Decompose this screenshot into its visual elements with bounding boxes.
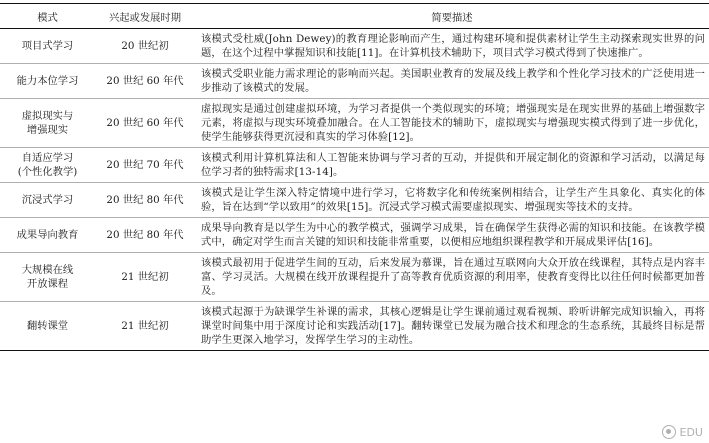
cell-period: 20 世纪初 [95, 29, 195, 64]
cell-mode: 能力本位学习 [0, 64, 95, 99]
circle-logo-icon [662, 425, 676, 439]
table-row [0, 148, 709, 183]
table-row [0, 64, 709, 99]
watermark-text: EDU [679, 425, 703, 439]
cell-period: 21 世纪初 [95, 253, 195, 302]
cell-description: 该模式起源于为缺课学生补课的需求，其核心逻辑是让学生课前通过观看视频、聆听讲解完成知识输入，再将课堂时间集中用于深度讨论和实践活动[17]。翻转课堂已发展为融合技术和理念的生态系统，其最终目标是帮助学生更深入地学习，发挥学生学习的主动性。 [195, 302, 709, 351]
cell-period: 20 世纪 70 年代 [95, 148, 195, 183]
teaching-modes-table [0, 3, 709, 351]
cell-description: 该模式是让学生深入特定情境中进行学习，它将数字化和传统案例相结合，让学生产生具象化、真实化的体验，旨在达到“学以致用”的效果[15]。沉浸式学习模式需要虚拟现实、增强现实等技术的支持。 [195, 183, 709, 218]
cell-description: 虚拟现实是通过创建虚拟环境，为学习者提供一个类似现实的环境；增强现实是在现实世界的基础上增强数字元素，将虚拟与现实环境叠加融合。在人工智能技术的辅助下，虚拟现实与增强现实模式得到了进一步优化，使学生能够获得更沉浸和真实的学习体验[12]。 [195, 99, 709, 148]
table-row [0, 183, 709, 218]
cell-mode: 项目式学习 [0, 29, 95, 64]
table-header [0, 4, 709, 29]
cell-period: 21 世纪初 [95, 302, 195, 351]
cell-mode: 虚拟现实与 增强现实 [0, 99, 95, 148]
table-row [0, 29, 709, 64]
cell-period: 20 世纪 80 年代 [95, 183, 195, 218]
cell-description: 成果导向教育是以学生为中心的教学模式，强调学习成果，旨在确保学生获得必需的知识和技能。在该教学模式中，确定对学生而言关键的知识和技能非常重要，以便相应地组织课程教学和开展成果评估[16]。 [195, 218, 709, 253]
cell-mode: 沉浸式学习 [0, 183, 95, 218]
table-row [0, 218, 709, 253]
header-mode: 模式 [0, 4, 95, 29]
cell-period: 20 世纪 60 年代 [95, 64, 195, 99]
cell-period: 20 世纪 60 年代 [95, 99, 195, 148]
cell-description: 该模式最初用于促进学生间的互动，后来发展为慕课，旨在通过互联网向大众开放在线课程，其特点是内容丰富、学习灵活。大规模在线开放课程提升了高等教育优质资源的利用率，使教育变得比以往任何时候都更加普及。 [195, 253, 709, 302]
cell-period: 20 世纪 80 年代 [95, 218, 195, 253]
table-row [0, 99, 709, 148]
table-row [0, 253, 709, 302]
cell-mode: 自适应学习 (个性化教学) [0, 148, 95, 183]
cell-mode: 大规模在线 开放课程 [0, 253, 95, 302]
header-description: 简要描述 [195, 4, 709, 29]
table-body [0, 29, 709, 351]
watermark [662, 425, 703, 439]
cell-description: 该模式利用计算机算法和人工智能来协调与学习者的互动，并提供和开展定制化的资源和学习活动，以满足每位学习者的独特需求[13-14]。 [195, 148, 709, 183]
table-row [0, 302, 709, 351]
cell-description: 该模式受职业能力需求理论的影响而兴起。美国职业教育的发展及线上教学和个性化学习技术的广泛使用进一步推动了该模式的发展。 [195, 64, 709, 99]
header-period: 兴起或发展时期 [95, 4, 195, 29]
cell-description: 该模式受杜威(John Dewey)的教育理论影响而产生，通过构建环境和提供素材让学生主动探索现实世界的问题，在这个过程中掌握知识和技能[11]。在计算机技术辅助下，项目式学习模式得到了快速推广。 [195, 29, 709, 64]
cell-mode: 成果导向教育 [0, 218, 95, 253]
cell-mode: 翻转课堂 [0, 302, 95, 351]
